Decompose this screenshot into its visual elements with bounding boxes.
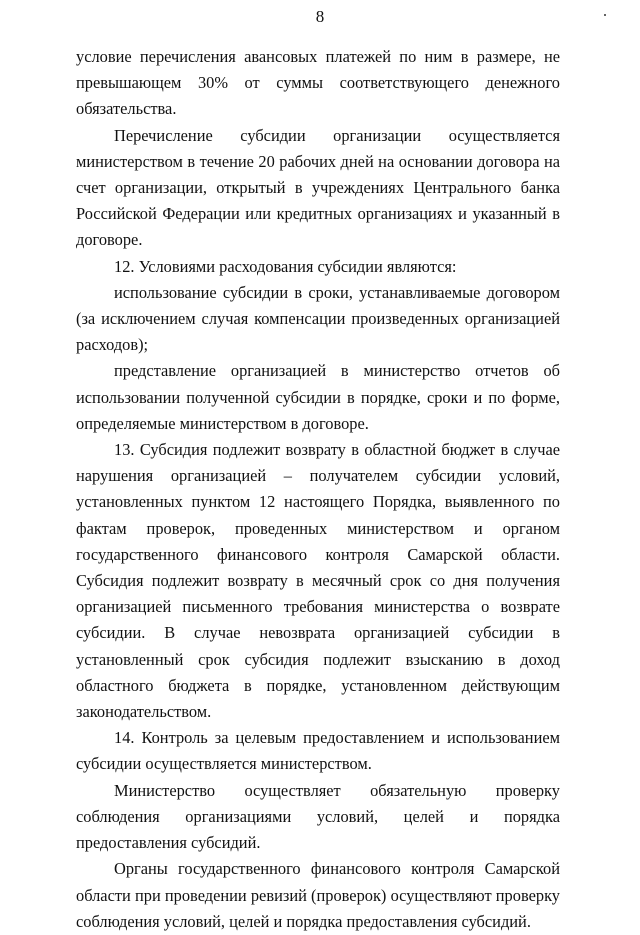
- paragraph-ministry-check: Министерство осуществляет обязательную проверку соблюдения организациями условий, целей и порядка предоставления субсидий.: [76, 780, 560, 853]
- paragraph-item-14: 14. Контроль за целевым предоставлением и использованием субсидии осуществляется министерством.: [76, 728, 560, 774]
- scan-speck: [604, 14, 606, 16]
- page-number: 8: [315, 7, 325, 26]
- paragraph-subsidy-transfer: Перечисление субсидии организации осуществляется министерством в течение 20 рабочих дней на основании договора на счет организации, открытый в учреждениях Центрального банка Российской Федерации или кредитных организациях и указанный в договоре.: [76, 125, 560, 250]
- paragraph-continuation: условие перечисления авансовых платежей по ним в размере, не превышающем 30% от суммы соответствующего денежного обязательства.: [76, 47, 560, 119]
- document-body: [76, 44, 560, 935]
- paragraph-item-12: 12. Условиями расходования субсидии являются:: [114, 256, 457, 276]
- paragraph-condition-usage: использование субсидии в сроки, устанавливаемые договором (за исключением случая компенсации произведенных организацией расходов);: [76, 282, 560, 355]
- paragraph-financial-control: Органы государственного финансового контроля Самарской области при проведении ревизий (проверок) осуществляют проверку соблюдения условий, целей и порядка предоставления субсидий.: [76, 859, 560, 931]
- paragraph-item-13: 13. Субсидия подлежит возврату в областной бюджет в случае нарушения организацией – получателем субсидии условий, установленных пунктом 12 настоящего Порядка, выявленного по фактам проверок, проведенных министерством и органом государственного финансового контроля Самарской области. Субсидия подлежит возврату в месячный срок со дня получения организацией письменного требования министерства о возврате субсидии. В случае невозврата организацией субсидии в установленный срок субсидия подлежит взысканию в доход областного бюджета в порядке, установленном действующим законодательством.: [76, 440, 560, 722]
- paragraph-condition-reports: представление организацией в министерство отчетов об использовании полученной субсидии в порядке, сроки и по форме, определяемые министерством в договоре.: [76, 361, 560, 433]
